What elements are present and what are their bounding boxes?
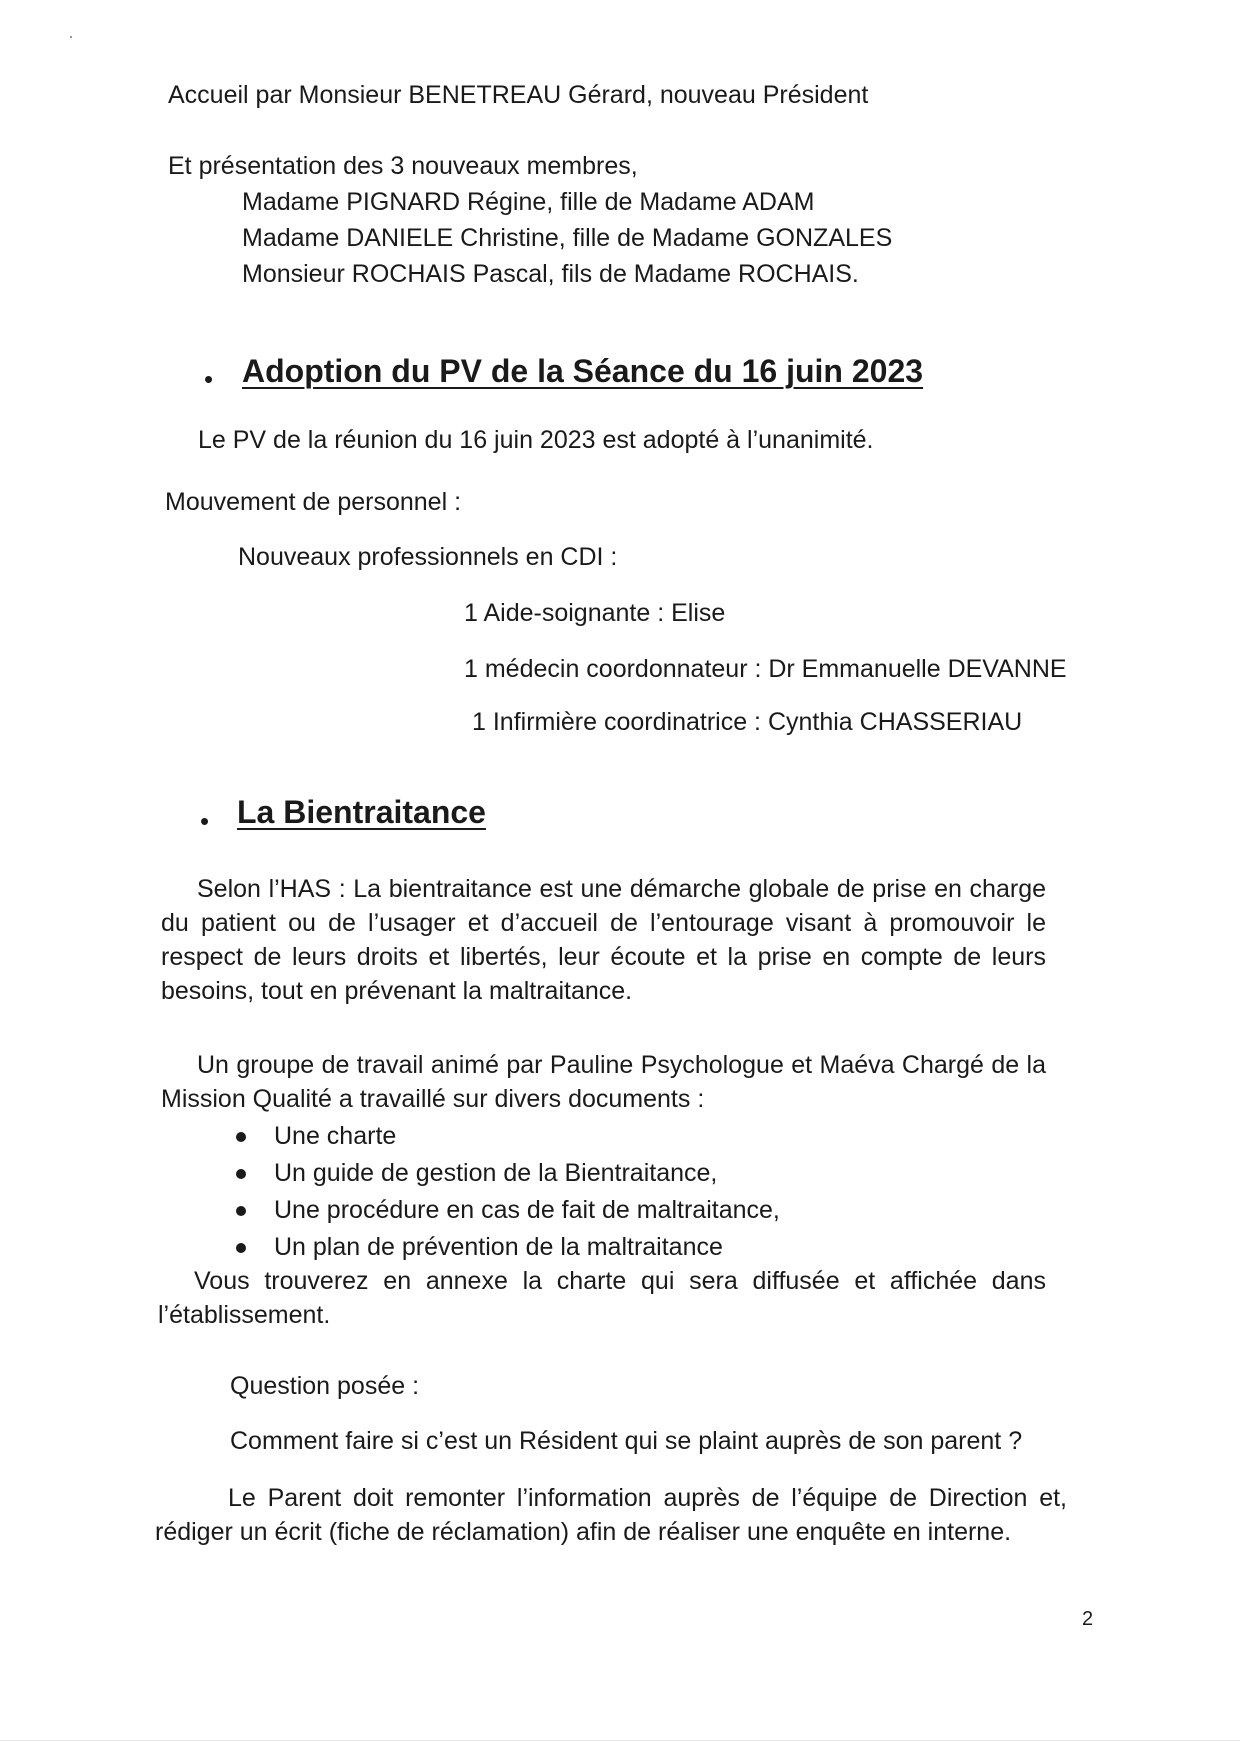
member-item: Monsieur ROCHAIS Pascal, fils de Madame ROCHAIS. — [242, 260, 859, 288]
bullet-dot-icon — [236, 1243, 246, 1253]
bientraitance-definition: Selon l’HAS : La bientraitance est une démarche globale de prise en charge du patient ou de l’usager et d’accueil de l’entourage visant à promouvoir le respect de leurs droits et libertés, leur écoute et la prise en compte de leurs besoins, tout en prévenant la maltraitance. — [161, 875, 1046, 1005]
members-intro: Et présentation des 3 nouveaux membres, — [168, 152, 638, 180]
pv-adoption-text: Le PV de la réunion du 16 juin 2023 est adopté à l’unanimité. — [198, 426, 874, 454]
personnel-subtitle: Nouveaux professionnels en CDI : — [238, 543, 618, 571]
list-item: Un plan de prévention de la maltraitance — [236, 1229, 780, 1266]
question-text: Comment faire si c’est un Résident qui se plaint auprès de son parent ? — [230, 1427, 1023, 1455]
section-heading-adoption-pv: Adoption du PV de la Séance du 16 juin 2023 — [242, 353, 924, 389]
list-item: Un guide de gestion de la Bientraitance, — [236, 1155, 780, 1192]
bullet-dot-icon — [236, 1169, 246, 1179]
section-heading-bientraitance: La Bientraitance — [237, 794, 486, 830]
documents-list — [236, 1118, 780, 1266]
member-item: Madame PIGNARD Régine, fille de Madame ADAM — [242, 188, 815, 216]
personnel-title: Mouvement de personnel : — [165, 488, 462, 516]
list-item: Une procédure en cas de fait de maltraitance, — [236, 1192, 780, 1229]
question-label: Question posée : — [230, 1372, 420, 1400]
scan-speck — [70, 36, 72, 38]
welcome-line: Accueil par Monsieur BENETREAU Gérard, nouveau Président — [168, 81, 869, 109]
member-item: Madame DANIELE Christine, fille de Madame GONZALES — [242, 224, 893, 252]
work-group-intro: Un groupe de travail animé par Pauline Psychologue et Maéva Chargé de la Mission Qualité a travaillé sur divers documents : — [161, 1051, 1046, 1113]
bullet-dot-icon — [236, 1132, 246, 1142]
list-item: Une charte — [236, 1118, 780, 1155]
scan-edge — [0, 1740, 1240, 1741]
personnel-item: 1 médecin coordonnateur : Dr Emmanuelle DEVANNE — [464, 655, 1067, 683]
bullet-dot-icon — [236, 1206, 246, 1216]
personnel-item: 1 Aide-soignante : Elise — [464, 599, 726, 627]
section-bullet: • — [204, 364, 214, 394]
answer-text: Le Parent doit remonter l’information auprès de l’équipe de Direction et, rédiger un écrit (fiche de réclamation) afin de réaliser une enquête en interne. — [155, 1484, 1067, 1546]
personnel-item: 1 Infirmière coordinatrice : Cynthia CHASSERIAU — [472, 708, 1023, 736]
page-number: 2 — [1082, 1608, 1094, 1630]
annex-note: Vous trouverez en annexe la charte qui sera diffusée et affichée dans l’établissement. — [158, 1267, 1046, 1329]
section-bullet: • — [200, 806, 210, 836]
